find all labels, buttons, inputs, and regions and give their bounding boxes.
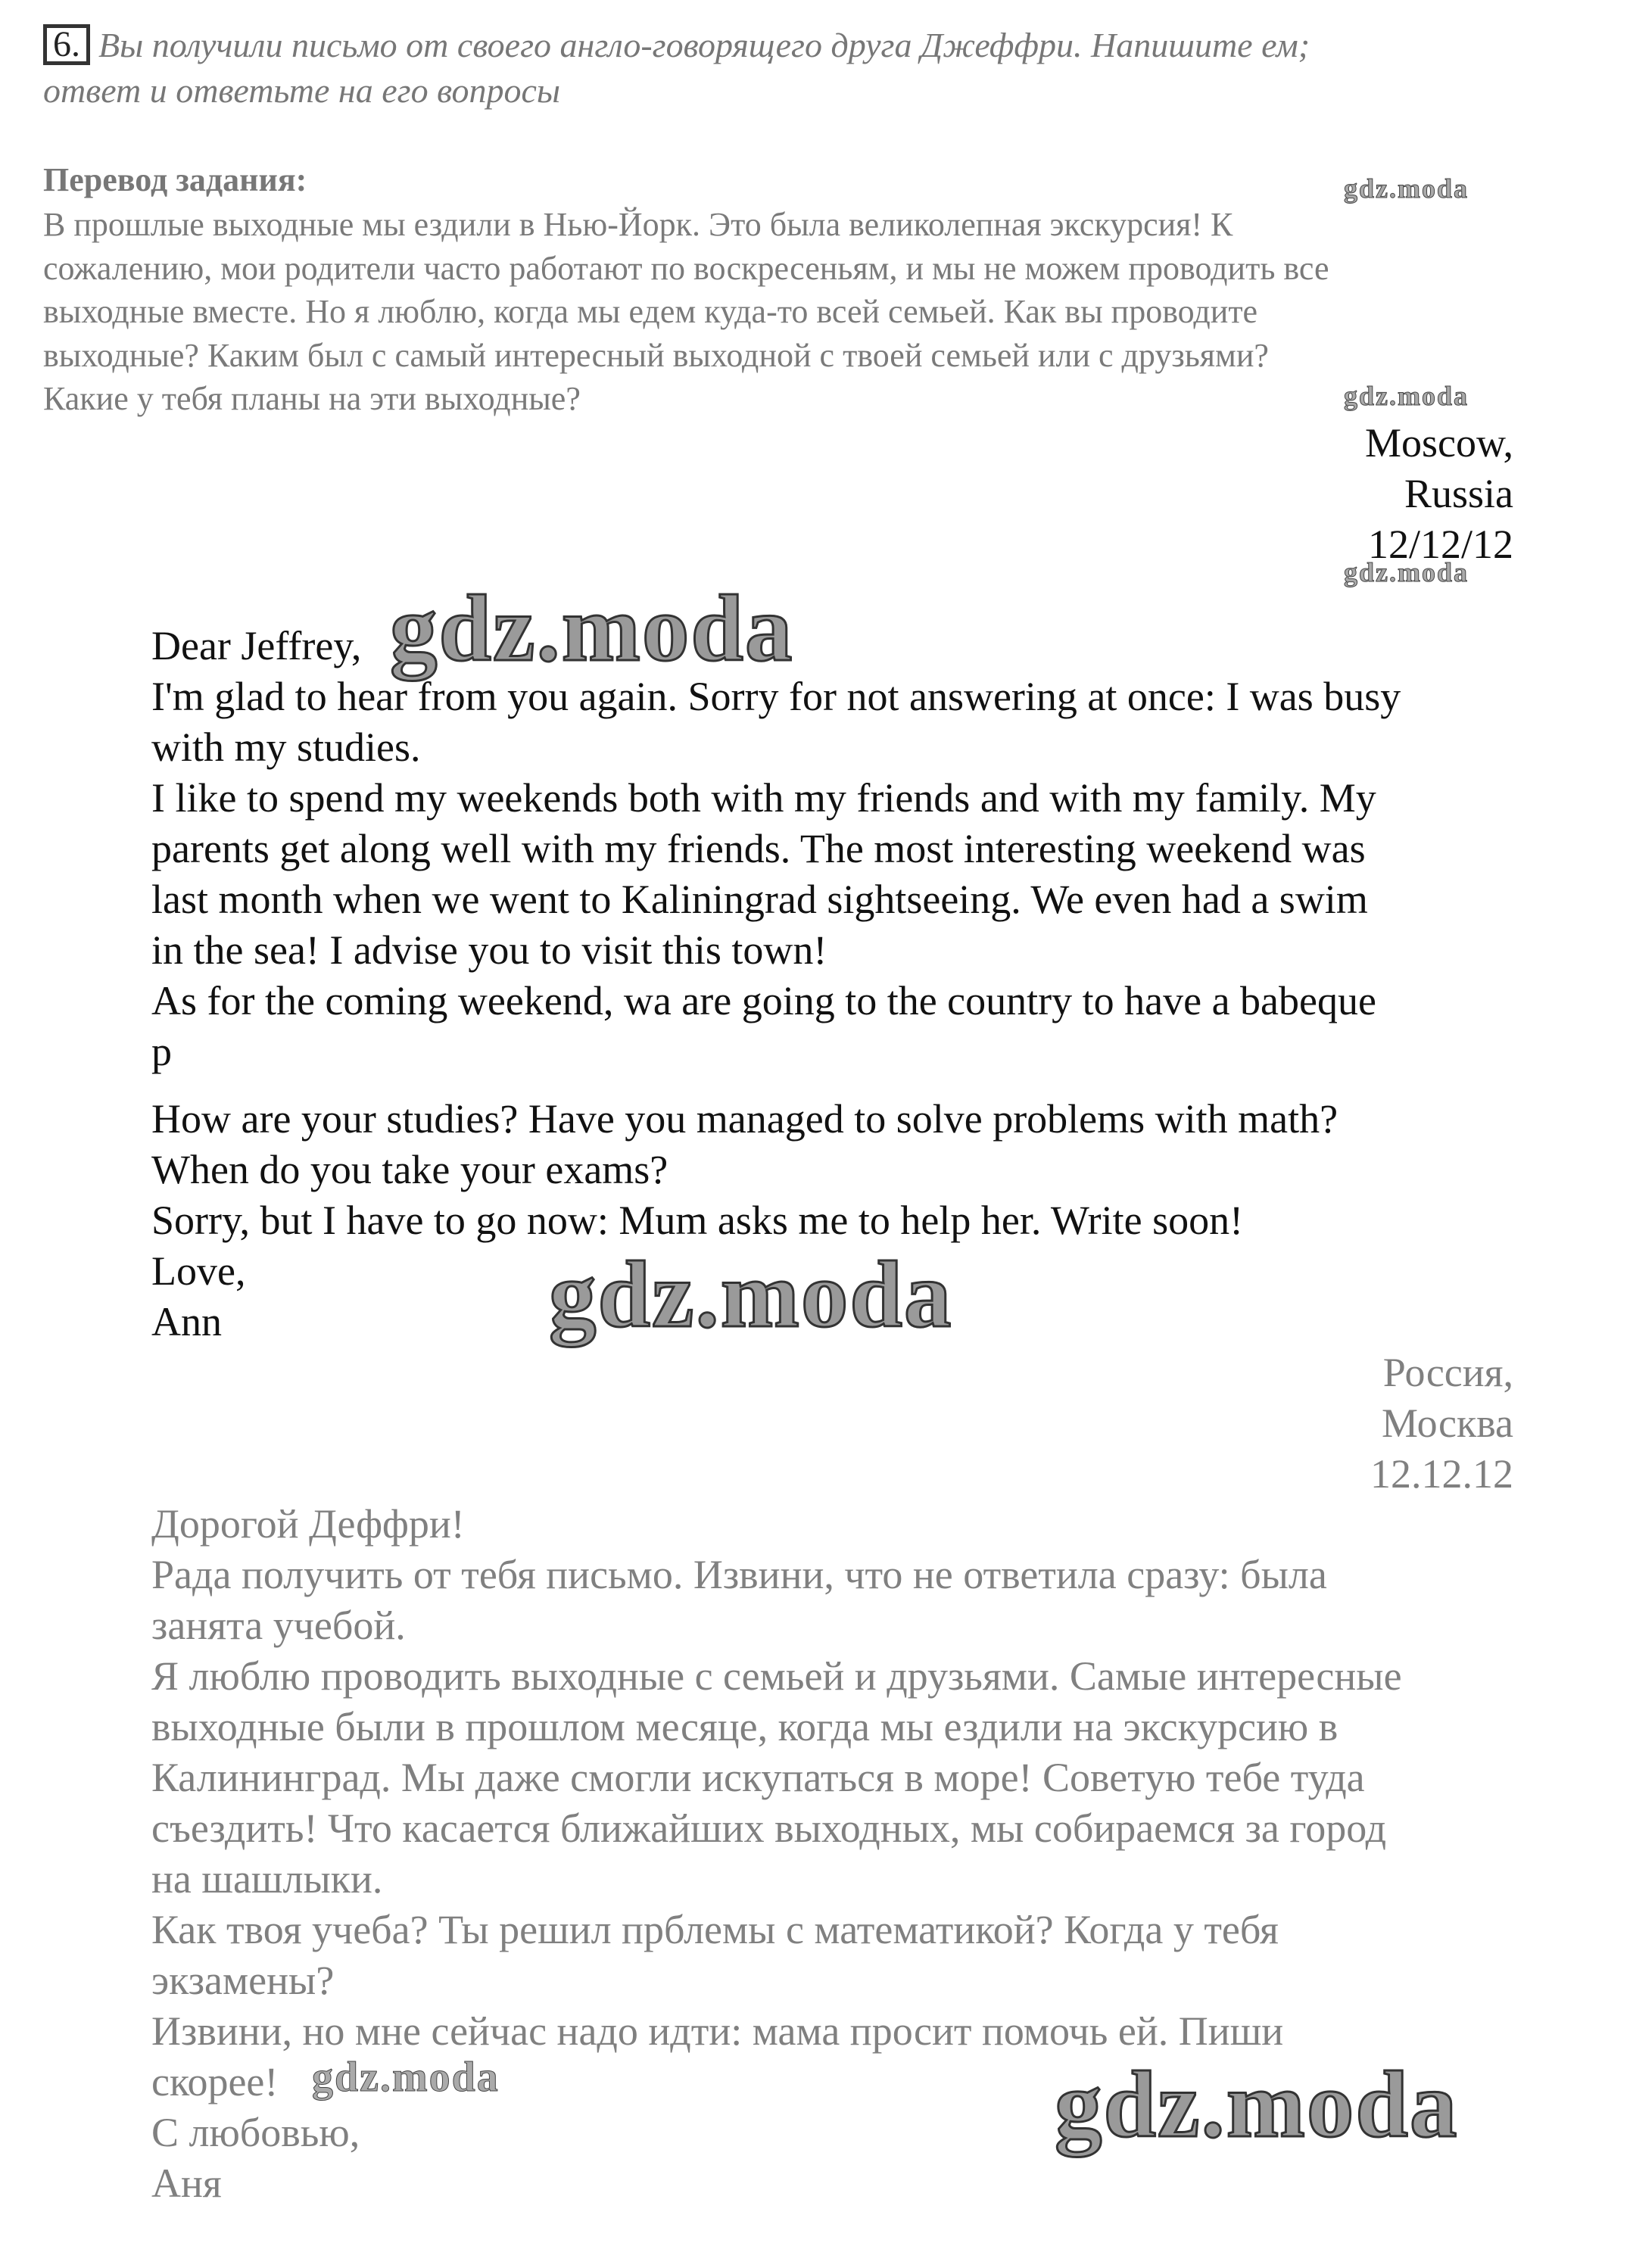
- translation-line: В прошлые выходные мы ездили в Нью-Йорк. Это была великолепная экскурсия! К: [43, 206, 1233, 243]
- letter-line: Sorry, but I have to go now: Mum asks me to help her. Write soon!: [151, 1198, 1244, 1243]
- translation-title: Перевод задания:: [43, 161, 307, 198]
- watermark: gdz.moda: [1344, 173, 1469, 204]
- letter-closing: С любовью,: [151, 2110, 360, 2155]
- task-instruction: Вы получили письмо от своего англо-говорящего друга Джеффри. Напишите ем;: [98, 26, 1310, 64]
- letter-line: in the sea! I advise you to visit this town!: [151, 927, 827, 973]
- watermark: gdz.moda: [549, 1243, 953, 1347]
- letter-en-address: [1365, 418, 1513, 570]
- letter-line: занята учебой.: [151, 1603, 406, 1648]
- watermark: gdz.moda: [390, 577, 794, 681]
- letter-line: When do you take your exams?: [151, 1147, 668, 1192]
- translation-line: Какие у тебя планы на эти выходные?: [43, 380, 581, 417]
- letter-en-body: [151, 621, 1401, 1347]
- letter-closing: Love,: [151, 1248, 246, 1294]
- translation-body: [43, 203, 1527, 421]
- address-line: Moscow,: [1365, 420, 1513, 466]
- letter-line: скорее!: [151, 2059, 279, 2104]
- watermark: gdz.moda: [1344, 557, 1469, 587]
- letter-line: съездить! Что касается ближайших выходных, мы собираемся за город: [151, 1805, 1387, 1851]
- letter-line: parents get along well with my friends. The most interesting weekend was: [151, 826, 1366, 871]
- letter-line: на шашлыки.: [151, 1856, 383, 1902]
- letter-line: Извини, но мне сейчас надо идти: мама просит помочь ей. Пиши: [151, 2008, 1284, 2054]
- address-line: Москва: [1382, 1400, 1513, 1446]
- letter-line: Как твоя учеба? Ты решил прблемы с математикой? Когда у тебя: [151, 1907, 1279, 1952]
- letter-line: выходные были в прошлом месяце, когда мы ездили на экскурсию в: [151, 1704, 1338, 1749]
- translation-line: сожалению, мои родители часто работают по воскресеньям, и мы не можем проводить все: [43, 249, 1329, 287]
- letter-date: 12.12.12: [1370, 1451, 1513, 1497]
- letter-signature: Аня: [151, 2161, 222, 2206]
- watermark: gdz.moda: [312, 2054, 500, 2101]
- letter-line: экзамены?: [151, 1958, 335, 2003]
- task-number: 6.: [43, 24, 90, 65]
- letter-line: How are your studies? Have you managed to solve problems with math?: [151, 1096, 1338, 1142]
- letter-line: p: [151, 1029, 172, 1074]
- letter-line: Я люблю проводить выходные с семьей и друзьями. Самые интересные: [151, 1653, 1402, 1699]
- letter-line: I like to spend my weekends both with my friends and with my family. My: [151, 775, 1376, 821]
- task-instruction-continued: ответ и ответьте на его вопросы: [43, 71, 561, 110]
- letter-signature: Ann: [151, 1299, 222, 1344]
- letter-line: Dear Jeffrey,: [151, 623, 362, 668]
- letter-line: Рада получить от тебя письмо. Извини, что не ответила сразу: была: [151, 1552, 1327, 1597]
- letter-line: with my studies.: [151, 724, 421, 770]
- letter-date: 12/12/12: [1367, 522, 1513, 567]
- address-line: Russia: [1404, 471, 1513, 516]
- watermark: gdz.moda: [1344, 381, 1469, 411]
- translation-line: выходные? Каким был с самый интересный выходной с твоей семьей или с друзьями?: [43, 336, 1269, 374]
- address-line: Россия,: [1382, 1350, 1513, 1395]
- letter-line: Дорогой Деффри!: [151, 1501, 465, 1547]
- watermark: gdz.moda: [1055, 2053, 1459, 2157]
- letter-line: As for the coming weekend, wa are going to the country to have a babeque: [151, 978, 1376, 1023]
- letter-line: Калининград. Мы даже смогли искупаться в море! Советую тебе туда: [151, 1755, 1365, 1800]
- letter-line: I'm glad to hear from you again. Sorry for not answering at once: I was busy: [151, 674, 1401, 719]
- translation-line: выходные вместе. Но я люблю, когда мы едем куда-то всей семьей. Как вы проводите: [43, 293, 1258, 330]
- letter-line: last month when we went to Kaliningrad sightseeing. We even had a swim: [151, 877, 1368, 922]
- letter-ru-address: [1370, 1347, 1513, 1500]
